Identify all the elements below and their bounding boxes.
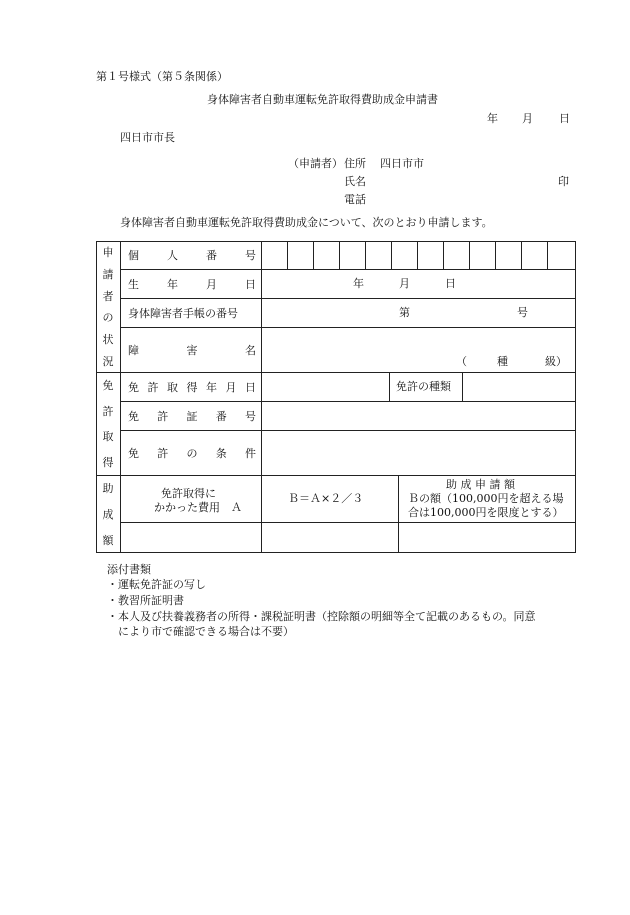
label-birth-date [128,269,256,298]
section-char: 況 [102,355,114,369]
label-char: 年 [167,277,178,291]
attachments-title: 添付書類 [107,563,151,576]
form-title: 身体障害者自動車運転免許取得費助成金申請書 [207,93,438,106]
intro-text: 身体障害者自動車運転免許取得費助成金について、次のとおり申請します。 [120,216,493,229]
section-char: 免 [102,378,114,392]
attachment-item-continued: により市で確認できる場合は不要） [107,625,294,638]
grant-line1: Ｂの額（100,000円を超える場 [408,492,564,505]
label-char: 番 [215,409,227,423]
seal-mark: 印 [558,175,569,188]
label-char: 月 [225,380,237,394]
address-label: 住所 [344,157,366,170]
section-char: 成 [102,508,114,521]
label-char: 生 [128,277,139,291]
name-label: 氏名 [344,175,366,188]
label-license-date [128,372,256,401]
attachment-item: ・本人及び扶養義務者の所得・課税証明書（控除額の明細等全て記載のあるもの。同意 [107,610,536,623]
addressee: 四日市市長 [120,131,175,144]
handbook-go-label: 号 [517,306,528,319]
label-char: 条 [215,446,227,460]
section-license-acquisition [96,372,120,475]
attachment-item: ・教習所証明書 [107,594,184,607]
label-char: 許 [147,380,159,394]
label-char: 免 [128,409,139,423]
label-char: 免 [128,380,139,394]
label-license-number [128,401,256,430]
grade-kyu-label: 級） [545,355,567,368]
date-day-label: 日 [559,112,570,125]
address-value: 四日市市 [380,157,424,170]
section-char: 状 [102,333,114,347]
grant-line2: 合は100,000円を限度とする） [408,506,564,519]
label-char: 号 [245,249,256,262]
section-grant-amount [96,475,120,553]
section-char: の [102,311,114,325]
section-char: 許 [102,404,114,418]
label-char: 名 [245,343,256,357]
phone-label: 電話 [344,193,366,206]
label-my-number [128,241,256,269]
birth-year-label: 年 [353,277,364,290]
birth-month-label: 月 [399,277,410,290]
label-char: 月 [206,277,217,291]
label-char: 号 [245,409,256,423]
application-table [96,241,576,553]
section-applicant-status [96,241,120,372]
grade-open: （ [456,355,467,368]
label-char: 日 [245,380,256,394]
section-char: 請 [102,267,114,281]
grant-title: 助 成 申 請 額 [446,478,515,491]
label-license-conditions [128,430,256,475]
attachment-item: ・運転免許証の写し [107,578,206,591]
section-char: 額 [102,534,114,547]
formula-b: Ｂ＝Ａ×２／３ [288,492,364,505]
applicant-label: （申請者） [288,157,343,170]
label-char: 年 [206,380,217,394]
label-handbook-number: 身体障害者手帳の番号 [128,306,238,320]
cost-a-line1: 免許取得に [161,487,216,500]
grade-shu-label: 種 [497,355,508,368]
label-char: 許 [157,446,169,460]
form-number: 第１号様式（第５条関係） [96,70,228,83]
section-char: 申 [102,245,114,259]
handbook-dai-label: 第 [399,306,410,319]
section-char: 取 [102,430,114,444]
label-char: 個 [128,249,139,262]
birth-day-label: 日 [445,277,456,290]
label-char: 証 [186,409,198,423]
label-disability-name [128,327,256,372]
section-char: 者 [102,289,114,303]
label-char: 許 [157,409,169,423]
date-year-label: 年 [487,112,498,125]
label-char: 取 [167,380,178,394]
label-char: 障 [128,343,139,357]
label-char: 害 [186,343,198,357]
label-char: 得 [186,380,198,394]
section-char: 助 [102,482,114,495]
label-char: 件 [245,446,256,460]
label-char: 人 [167,249,178,262]
label-char: 免 [128,446,139,460]
date-month-label: 月 [522,112,533,125]
cost-a-line2: かかった費用 Ａ [154,501,242,514]
label-char: の [186,446,198,460]
section-char: 得 [102,456,114,470]
label-char: 日 [245,277,256,291]
license-type-label: 免許の種類 [396,380,451,393]
label-char: 番 [206,249,217,262]
